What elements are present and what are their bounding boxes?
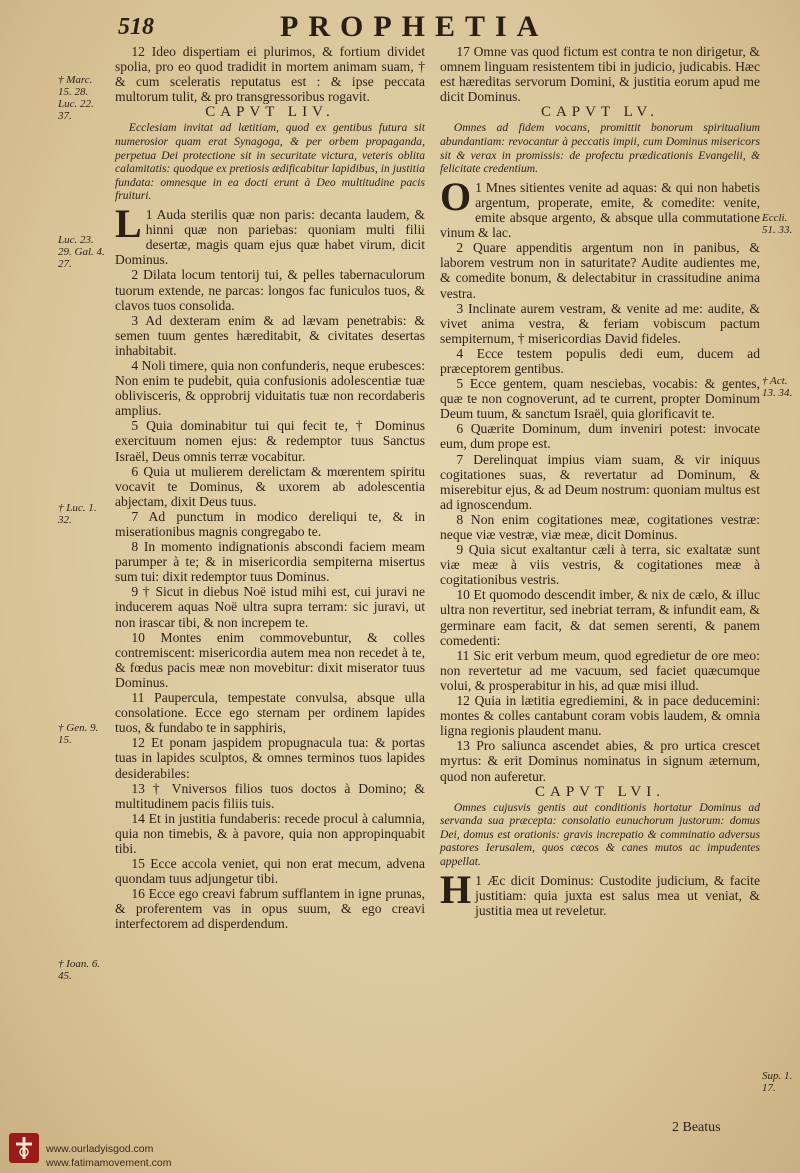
verse: 2 Dilata locum tentorij tui, & pelles tabernaculorum tuorum extende, ne parcas: longos fac funiculos tuos, & clavos tuos consolida. <box>115 267 425 313</box>
verse: 11 Paupercula, tempestate convulsa, absque ulla consolatione. Ecce ego sternam per ordinem lapides tuos, & fundabo te in sapphiris, <box>115 690 425 736</box>
chapter-summary-liv: Ecclesiam invitat ad lætitiam, quod ex gentibus futura sit numerosior quam erat Synagoga, & per orbem propaganda, perpetua Dei protectione sit in securitate victura, veteris oblita calamitatis: quodque ex pretiosis ædificabitur lapidibus, in justitia fundata: omnesque in ea docti erunt à Deo multitudine pacis fruituri. <box>115 121 425 203</box>
margin-note: † Marc. 15. 28. Luc. 22. 37. <box>58 74 94 122</box>
dropcap-liv: L <box>115 201 142 247</box>
verse: 7 Ad punctum in modico dereliqui te, & in miserationibus magnis congregabo te. <box>115 508 425 539</box>
verse: 5 Ecce gentem, quam nesciebas, vocabis: & gentes, quæ te non cognoverunt, ad te current, propter Dominum Deum tuum, & sanctum Israël, quia glorificavit te. <box>440 376 760 422</box>
margin-note: † Gen. 9. 15. <box>58 722 99 746</box>
verse: 10 Montes enim commovebuntur, & colles contremiscent: misericordia autem mea non recedet à te, & fœdus pacis meæ non movebitur: dixit miserator tuus Dominus. <box>115 629 425 690</box>
left-column <box>115 44 425 932</box>
verse: 9 Quia sicut exaltantur cæli à terra, sic exaltatæ sunt viæ meæ à viis vestris, & cogitationes meæ à cogitationibus vestris. <box>440 542 760 588</box>
verse: 1 Æc dicit Dominus: Custodite judicium, & facite justitiam: quia juxta est salus mea ut veniat, & justitia mea ut reveletur. <box>475 872 760 918</box>
verse: 8 In momento indignationis abscondi faciem meam parumper à te; & in misericordia sempiterna misertus sum tui: dixit redemptor tuus Dominus. <box>115 539 425 585</box>
margin-note: Sup. 1. 17. <box>762 1070 793 1094</box>
chapter-heading-lvi: CAPVT LVI. <box>534 783 666 800</box>
verse-54-17: 17 Omne vas quod fictum est contra te non dirigetur, & omnem linguam resistentem tibi in judicio, judicabis. Hæc est hæreditas servorum Domini, & justitia eorum apud me dicit Dominus. <box>440 44 760 105</box>
verse: 11 Sic erit verbum meum, quod egredietur de ore meo: non revertetur ad me vacuum, sed faciet quæcumque volui, & prosperabitur in his, ad quæ misi illud. <box>440 647 760 693</box>
verse: 1 Auda sterilis quæ non paris: decanta laudem, & hinni quæ non pariebas: quoniam multi filii desertæ, magis quam ejus quæ habet virum, dicit Dominus. <box>115 207 425 268</box>
page-footer <box>0 1128 800 1173</box>
verse: 5 Quia dominabitur tui qui fecit te, † Dominus exercituum nomen ejus: & redemptor tuus Sanctus Israël, Deus omnis terræ vocabitur. <box>115 418 425 464</box>
chapter-summary-lvi: Omnes cujusvis gentis aut conditionis hortatur Dominus ad servanda sua præcepta: consolatio eunuchorum justorum: domus Dei, domus est orationis: gravis increpatio & comminatio adversus pastores Ierusalem, quos cæcos & canes mutos ac impudentes appellat. <box>440 800 760 869</box>
running-title: PROPHETIA <box>280 10 549 43</box>
verse-53-12: 12 Ideo dispertiam ei plurimos, & fortium dividet spolia, pro eo quod tradidit in mortem animam suam, † & cum sceleratis reputatus est : & ipse peccata multorum tulit, & pro transgressoribus rogavit. <box>115 44 425 105</box>
site-link-ourladyisgod[interactable]: www.ourladyisgod.com <box>46 1143 154 1155</box>
page-header <box>0 10 800 46</box>
verse: 15 Ecce accola veniet, qui non erat mecum, advena quondam tuus adjungetur tibi. <box>115 856 425 887</box>
chapter-heading-liv: CAPVT LIV. <box>205 104 335 121</box>
verse: 13 † Vniversos filios tuos doctos à Domino; & multitudinem pacis filiis tuis. <box>115 780 425 811</box>
verse: 6 Quia ut mulierem derelictam & mœrentem spiritu vocavit te Dominus, & uxorem ab adolescentia abjectam, dixit Deus tuus. <box>115 463 425 509</box>
margin-note: Eccli. 51. 33. <box>762 212 793 236</box>
chapter-heading-lv: CAPVT LV. <box>540 104 660 121</box>
verse: 14 Et in justitia fundaberis: recede procul à calumnia, quia non timebis, & à pavore, quia non appropinquabit tibi. <box>115 810 425 856</box>
website-credits <box>46 1142 171 1170</box>
chapter-summary-lv: Omnes ad fidem vocans, promittit bonorum spiritualium abundantiam: revocantur à peccatis impii, cum Dominus misericors sit & verax in promissis: de profectu prædicationis Evangelii, & felicitate credentium. <box>440 121 760 176</box>
verse: 7 Derelinquat impius viam suam, & vir iniquus cogitationes suas, & revertatur ad Dominum, & miserebitur ejus, & ad Deum nostrum: quoniam multus est ad ignoscendum. <box>440 451 760 512</box>
margin-note: † Act. 13. 34. <box>762 375 793 399</box>
verse: 9 † Sicut in diebus Noë istud mihi est, cui juravi ne inducerem aquas Noë ultra supra terram: sic juravi, ut non irascar tibi, & non increpem te. <box>115 584 425 630</box>
dropcap-lv: O <box>440 173 472 219</box>
verse: 16 Ecce ego creavi fabrum sufflantem in igne prunas, & proferentem vas in opus suum, & ego creavi interfectorem ad disperdendum. <box>115 886 425 932</box>
page-number: 518 <box>118 14 154 40</box>
site-link-fatimamovement[interactable]: www.fatimamovement.com <box>46 1157 172 1169</box>
verse: 10 Et quomodo descendit imber, & nix de cælo, & illuc ultra non revertitur, sed inebriat terram, & infundit eam, & germinare eam facit, & dat semen serenti, & panem comedenti: <box>440 587 760 648</box>
verse: 4 Noli timere, quia non confunderis, neque erubesces: Non enim te pudebit, quia confusionis adolescentiæ tuæ oblivisceris, & opprobrij viduitatis tuæ non recordaberis amplius. <box>115 357 425 419</box>
margin-note: † Ioan. 6. 45. <box>58 958 101 982</box>
catchword: 2 Beatus <box>672 1120 721 1135</box>
fatima-logo-icon <box>8 1132 40 1164</box>
verse: 4 Ecce testem populis dedi eum, ducem ad præceptorem gentibus. <box>440 345 760 376</box>
margin-note: Luc. 23. 29. Gal. 4. 27. <box>58 234 105 270</box>
verse: 3 Ad dexteram enim & ad lævam penetrabis: & semen tuum gentes hæreditabit, & civitates desertas inhabitabit. <box>115 312 425 358</box>
dropcap-lvi: H <box>440 866 472 912</box>
right-column <box>440 44 760 918</box>
verse: 8 Non enim cogitationes meæ, cogitationes vestræ: neque viæ vestræ, viæ meæ, dicit Dominus. <box>440 511 760 542</box>
verse: 13 Pro saliunca ascendet abies, & pro urtica crescet myrtus: & erit Dominus nominatus in signum æternum, quod non auferetur. <box>440 738 760 784</box>
verse: 12 Quia in lætitia egrediemini, & in pace deducemini: montes & colles cantabunt coram vobis laudem, & omnia ligna regionis plaudent manu. <box>440 693 760 739</box>
verse: 1 Mnes sitientes venite ad aquas: & qui non habetis argentum, properate, emite, & comedite: venite, emite absque argento, & absque ulla commutatione vinum & lac. <box>440 179 760 241</box>
margin-note: † Luc. 1. 32. <box>58 502 97 526</box>
verse: 3 Inclinate aurem vestram, & venite ad me: audite, & vivet anima vestra, & feriam vobiscum pactum sempiternum, † misericordias David fideles. <box>440 300 760 346</box>
verse: 2 Quare appenditis argentum non in panibus, & laborem vestrum non in saturitate? Audite audientes me, & comedite bonum, & delectabitur in crassitudine anima vestra. <box>440 240 760 301</box>
verse: 12 Et ponam jaspidem propugnacula tua: & portas tuas in lapides sculptos, & omnes terminos tuos lapides desiderabiles: <box>115 735 425 781</box>
verse: 6 Quærite Dominum, dum inveniri potest: invocate eum, dum prope est. <box>440 421 760 452</box>
